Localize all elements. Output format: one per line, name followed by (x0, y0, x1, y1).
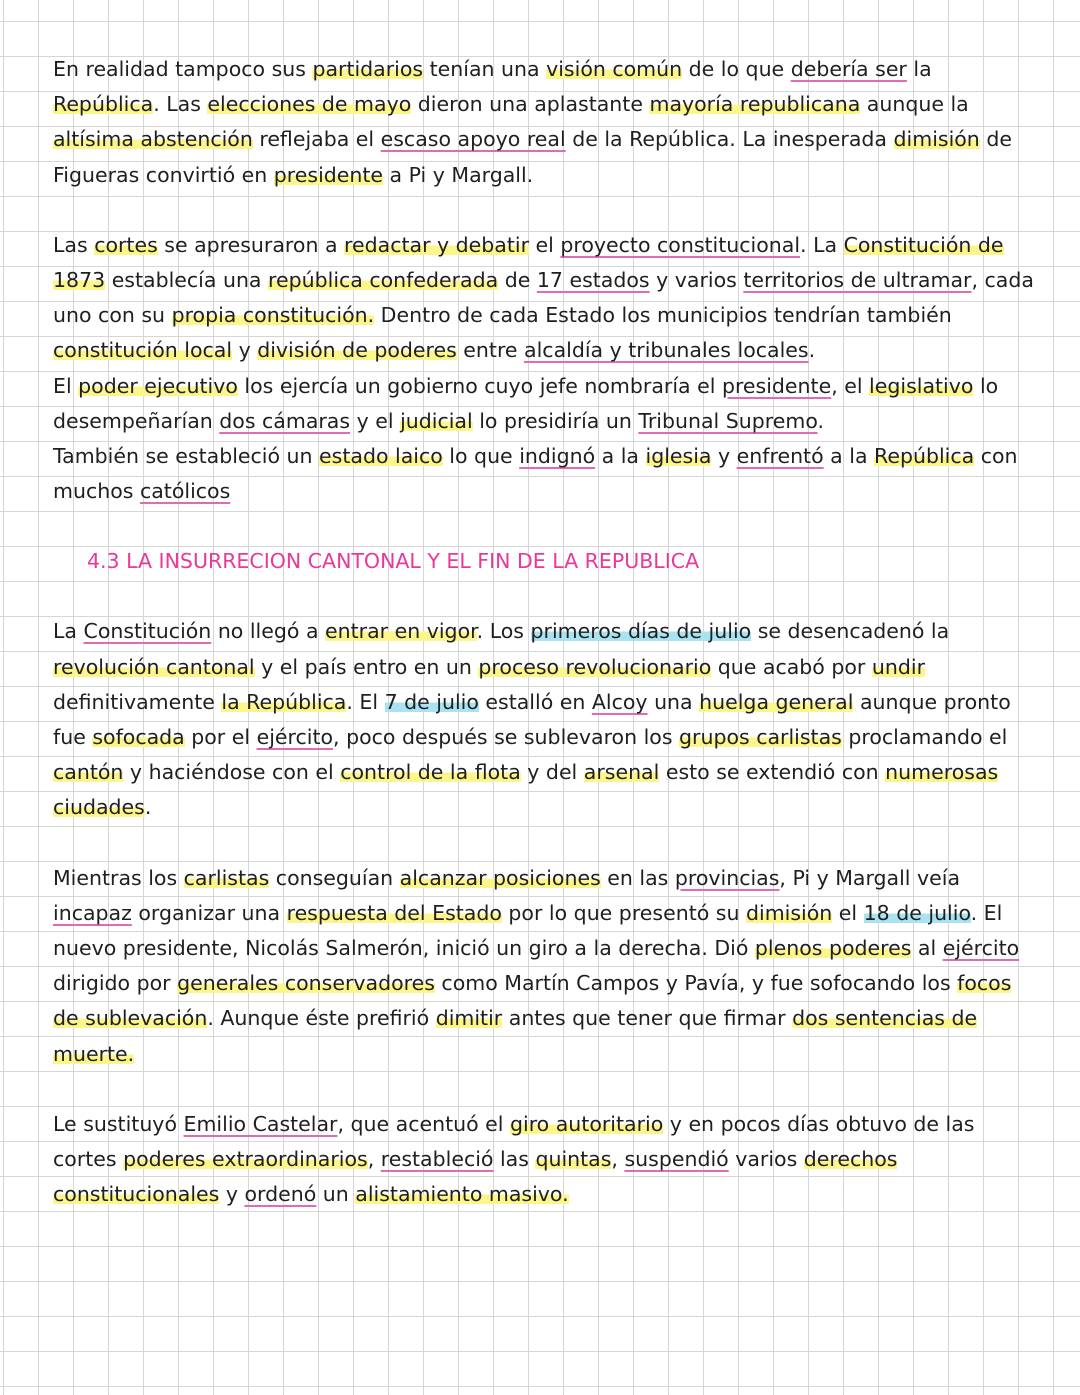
text-span: establecía una (105, 268, 269, 293)
text-span: como Martín Campos y Pavía, y fue sofocando los (434, 971, 958, 996)
text-span: En realidad tampoco sus (53, 57, 313, 81)
note-page (53, 52, 1038, 1212)
highlight: carlistas (183, 865, 270, 890)
highlight: revolución cantonal (53, 654, 255, 679)
text-span: La (53, 619, 84, 644)
text-span: se desencadenó la (751, 619, 950, 644)
text-span: . Aunque éste prefirió (207, 1006, 436, 1031)
highlight: legislativo (869, 373, 974, 398)
text-span: de (498, 268, 537, 293)
text-span: . Los (476, 619, 531, 644)
highlight: mayoría republicana (649, 92, 861, 117)
paragraph-carlistas (53, 861, 1038, 1072)
highlight: constitución local (53, 338, 233, 363)
text-span: y el país entro en un (254, 654, 479, 679)
text-span: . El nuevo presidente, Nicolás Salmerón, inició un giro a la derecha. Dió (53, 900, 1003, 961)
text-span: en las (600, 865, 675, 890)
highlight-blue: 18 de julio (863, 900, 971, 925)
text-span: y (232, 338, 258, 363)
text-span: el (529, 232, 561, 257)
text-span: la (906, 57, 932, 81)
text-span: y varios (649, 268, 744, 293)
underline: presidente (721, 373, 832, 398)
text-span: También se estableció un (53, 444, 320, 469)
highlight: partidarios (312, 57, 424, 81)
text-span: definitivamente (53, 689, 222, 714)
text-span: , que acentuó el (337, 1111, 510, 1136)
highlight: Constitución de 1873 (53, 232, 1004, 293)
highlight: cortes (94, 232, 158, 257)
highlight: presidente (273, 162, 384, 187)
underline: ejército (256, 725, 334, 750)
underline: restableció (380, 1147, 494, 1172)
highlight: arsenal (583, 760, 660, 785)
highlight: poder ejecutivo (78, 373, 238, 398)
text-span: organizar una (131, 900, 287, 925)
underline: enfrentó (736, 444, 824, 469)
highlight: poderes extraordinarios (123, 1147, 368, 1172)
paragraph-revolucion-cantonal (53, 614, 1038, 825)
highlight: visión común (546, 57, 683, 81)
highlight: numerosas ciudades (53, 760, 999, 820)
highlight: dimisión (745, 900, 833, 925)
highlight: grupos carlistas (679, 725, 842, 750)
text-span: el (832, 900, 864, 925)
underline: Constitución (83, 619, 212, 644)
paragraph-poderes (53, 369, 1038, 439)
underline: ordenó (244, 1182, 317, 1207)
text-span: se apresuraron a (157, 232, 345, 257)
highlight: dimitir (435, 1006, 503, 1031)
highlight: control de la flota (340, 760, 521, 785)
text-span: . La (800, 232, 844, 257)
text-span: Mientras los (53, 865, 184, 890)
highlight: generales conservadores (177, 971, 435, 996)
text-span: que acabó por (711, 654, 872, 679)
text-span: , (367, 1147, 381, 1172)
text-span: de lo que (682, 57, 791, 81)
highlight: judicial (400, 408, 473, 433)
text-span: lo presidiría un (472, 408, 639, 433)
underline: Tribunal Supremo (638, 408, 818, 433)
text-span: . Las (153, 92, 208, 117)
highlight: alcanzar posiciones (399, 865, 601, 890)
text-span: El (53, 373, 79, 398)
highlight: derechos constitucionales (53, 1147, 898, 1207)
text-span: antes que tener que firmar (502, 1006, 793, 1031)
highlight: República (53, 92, 154, 117)
highlight: república confederada (268, 268, 499, 293)
text-span: . (817, 408, 825, 433)
underline: suspendió (624, 1147, 729, 1172)
text-span: no llegó a (211, 619, 326, 644)
highlight: alistamiento masivo. (355, 1182, 569, 1207)
text-span: los ejercía un gobierno cuyo jefe nombraría el (237, 373, 722, 398)
text-span: . (144, 795, 152, 820)
text-span: aunque la (860, 92, 969, 117)
paragraph-constitucion-1873 (53, 228, 1038, 369)
underline: provincias (674, 865, 780, 890)
text-span: estalló en (478, 689, 592, 714)
underline: territorios de ultramar (743, 268, 972, 293)
highlight: sofocada (92, 725, 185, 750)
highlight: la República (221, 689, 347, 714)
highlight: estado laico (319, 444, 443, 469)
text-span: conseguían (269, 865, 400, 890)
highlight: propia constitución. (171, 303, 375, 328)
text-span: . (808, 338, 816, 363)
underline: Alcoy (591, 689, 648, 714)
text-span: por el (184, 725, 257, 750)
paragraph-castelar (53, 1107, 1038, 1213)
highlight: giro autoritario (510, 1111, 664, 1136)
highlight: quintas (535, 1147, 612, 1172)
text-span: y del (520, 760, 584, 785)
section-title: 4.3 LA INSURRECION CANTONAL Y EL FIN DE LA REPUBLICA (87, 549, 700, 574)
text-span: , el (831, 373, 870, 398)
text-span: un (316, 1182, 356, 1207)
text-span: y el (350, 408, 401, 433)
text-span: una (647, 689, 700, 714)
underline: incapaz (53, 900, 132, 925)
highlight: cantón (53, 760, 124, 785)
text-span: con muchos (53, 444, 1018, 504)
text-span: Dentro de cada Estado los municipios tendrían también (374, 303, 952, 328)
underline: alcaldía y tribunales locales (524, 338, 809, 363)
text-span: entre (456, 338, 525, 363)
text-span: aunque pronto fue (53, 689, 1011, 750)
text-span: y (219, 1182, 245, 1207)
text-span: dirigido por (53, 971, 178, 996)
highlight: dos sentencias de muerte. (53, 1006, 978, 1066)
text-span: y (711, 444, 737, 469)
underline: católicos (139, 479, 231, 504)
highlight: división de poderes (257, 338, 457, 363)
text-span: a la (823, 444, 875, 469)
highlight: altísima abstención (53, 127, 253, 152)
highlight: huelga general (699, 689, 854, 714)
text-span: a la (595, 444, 646, 469)
text-span: . El (346, 689, 385, 714)
highlight: respuesta del Estado (286, 900, 502, 925)
text-span: a Pi y Margall. (383, 162, 534, 187)
underline: Emilio Castelar (183, 1111, 338, 1136)
highlight: redactar y debatir (344, 232, 530, 257)
highlight: focos de sublevación (53, 971, 1012, 1031)
underline: ejército (942, 936, 1020, 961)
text-span: de la República. La inesperada (565, 127, 894, 152)
highlight: iglesia (645, 444, 712, 469)
highlight: República (874, 444, 975, 469)
underline: 17 estados (536, 268, 650, 293)
text-span: , (611, 1147, 625, 1172)
text-span: lo desempeñarían (53, 373, 999, 433)
text-span: y haciéndose con el (123, 760, 341, 785)
highlight: elecciones de mayo (207, 92, 412, 117)
text-span: por lo que presentó su (501, 900, 746, 925)
underline: indignó (519, 444, 596, 469)
highlight: proceso revolucionario (478, 654, 712, 679)
text-span: y en pocos días obtuvo de las cortes (53, 1111, 975, 1172)
text-span: lo que (442, 444, 520, 469)
text-span: dieron una aplastante (411, 92, 650, 117)
underline: escaso apoyo real (380, 127, 566, 152)
text-span: , cada uno con su (53, 268, 1034, 328)
highlight: plenos poderes (754, 936, 912, 961)
text-span: al (911, 936, 943, 961)
paragraph-republica-partidarios (53, 52, 1038, 193)
highlight: entrar en vigor (325, 619, 477, 644)
highlight: undir (871, 654, 925, 679)
highlight-blue: primeros días de julio (530, 619, 752, 644)
text-span: tenían una (423, 57, 547, 81)
text-span: , poco después se sublevaron los (333, 725, 680, 750)
underline: proyecto constitucional (560, 232, 801, 257)
underline: debería ser (790, 57, 907, 81)
text-span: Las (53, 232, 95, 257)
text-span: esto se extendió con (659, 760, 886, 785)
highlight: dimisión (893, 127, 980, 152)
highlight-blue: 7 de julio (384, 689, 479, 714)
text-span: reflejaba el (252, 127, 381, 152)
text-span: varios (728, 1147, 804, 1172)
paragraph-estado-laico (53, 439, 1038, 509)
text-span: proclamando el (841, 725, 1008, 750)
text-span: las (493, 1147, 536, 1172)
text-span: Le sustituyó (53, 1111, 184, 1136)
text-span: de Figueras convirtió en (53, 127, 1012, 187)
underline: dos cámaras (219, 408, 351, 433)
text-span: , Pi y Margall veía (779, 865, 961, 890)
